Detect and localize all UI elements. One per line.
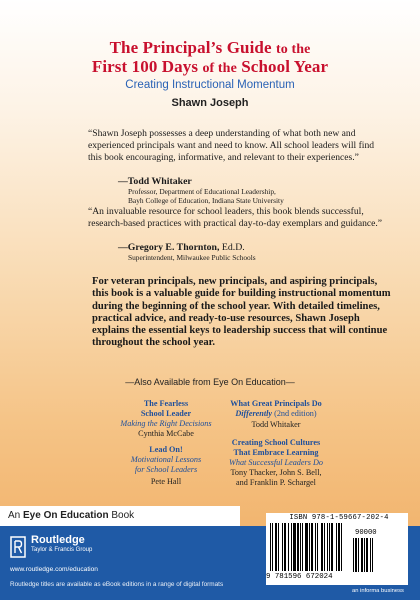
related-book-title: What Great Principals Do — [230, 399, 322, 408]
related-book-title: Creating School Cultures — [231, 438, 321, 447]
imprint-strip — [0, 506, 240, 526]
endorser-degree: Ed.D. — [219, 242, 245, 253]
title-part: School Year — [241, 57, 329, 76]
related-book-4 — [218, 438, 334, 488]
endorser-title-1: Professor, Department of Educational Leadership, — [128, 187, 276, 196]
related-book-1 — [110, 399, 222, 439]
cover-title-line1 — [0, 38, 420, 58]
informa-tagline: an informa business — [352, 588, 404, 594]
related-book-title: The Fearless — [143, 399, 189, 408]
price-barcode-icon — [351, 538, 381, 578]
ebook-note: Routledge titles are available as eBook editions in a range of digital formats — [10, 581, 224, 588]
cover-subtitle: Creating Instructional Momentum — [125, 79, 295, 91]
endorser-name-2 — [118, 242, 245, 253]
related-book-2 — [110, 445, 222, 487]
related-book-subtitle: Motivational Lessons — [130, 454, 202, 464]
related-book-title-line — [218, 409, 334, 419]
related-book-author: and Franklin P. Schargel — [236, 478, 316, 488]
endorsement-quote-1: “Shawn Joseph possesses a deep understanding of what both new and experienced principals want and need to know. All school leaders will find this book encouraging, informative, and relevant to their experiences.” — [88, 128, 375, 164]
title-part: First 100 Days — [91, 57, 199, 76]
ean-barcode-icon — [268, 523, 350, 573]
related-book-3 — [218, 399, 334, 429]
related-book-title: Differently — [235, 408, 273, 418]
related-book-author: Todd Whitaker — [251, 419, 301, 429]
related-book-edition: (2nd edition) — [272, 408, 317, 418]
endorsement-quote-2: “An invaluable resource for school leaders, this book blends successful, research-based practices with practical day-to-day exemplars and guidance.” — [88, 206, 383, 230]
publisher-name: Routledge — [31, 534, 85, 546]
related-book-author: Cynthia McCabe — [138, 429, 194, 439]
price-code: 90000 — [355, 529, 377, 537]
related-book-subtitle: What Successful Leaders Do — [229, 457, 323, 467]
title-part: of the — [202, 61, 237, 76]
book-description: For veteran principals, new principals, and aspiring principals, this book is a valuable guide for building instructional momentum during the beginning of the school year. With detailed timelines, practical advice, and ready-to-use resources, Shawn Joseph explains the essential keys to leadership success that will continue throughout the school year. — [92, 276, 391, 349]
routledge-logo-icon — [10, 536, 26, 558]
related-book-author: Pete Hall — [150, 477, 182, 487]
imprint-prefix: An — [8, 510, 24, 521]
related-book-author: Tony Thacker, John S. Bell, — [230, 468, 322, 478]
imprint-suffix: Book — [108, 510, 135, 521]
publisher-group: Taylor & Francis Group — [31, 547, 93, 553]
author-name: Shawn Joseph — [171, 97, 249, 109]
related-book-subtitle: for School Leaders — [134, 464, 198, 474]
related-book-title: Lead On! — [149, 445, 183, 454]
endorser-name-text: —Gregory E. Thornton, — [118, 242, 220, 253]
related-book-subtitle: Making the Right Decisions — [120, 418, 212, 428]
endorser-affiliation-1: Bayh College of Education, Indiana State University — [128, 196, 284, 205]
endorser-title-2: Superintendent, Milwaukee Public Schools — [128, 253, 256, 262]
title-part: to the — [275, 42, 311, 57]
imprint-name: Eye On Education — [23, 510, 109, 521]
also-available-heading: —Also Available from Eye On Education— — [125, 377, 295, 387]
endorser-name-1: —Todd Whitaker — [118, 176, 192, 187]
related-book-title: School Leader — [140, 408, 192, 418]
cover-title-line2 — [0, 57, 420, 77]
related-book-title: That Embrace Learning — [233, 447, 319, 457]
title-part: The Principal’s Guide — [109, 38, 272, 57]
ean-digits: 9 781596 672024 — [266, 573, 333, 581]
publisher-url[interactable]: www.routledge.com/education — [10, 566, 98, 573]
isbn-number: ISBN 978-1-59667-202-4 — [289, 514, 389, 522]
